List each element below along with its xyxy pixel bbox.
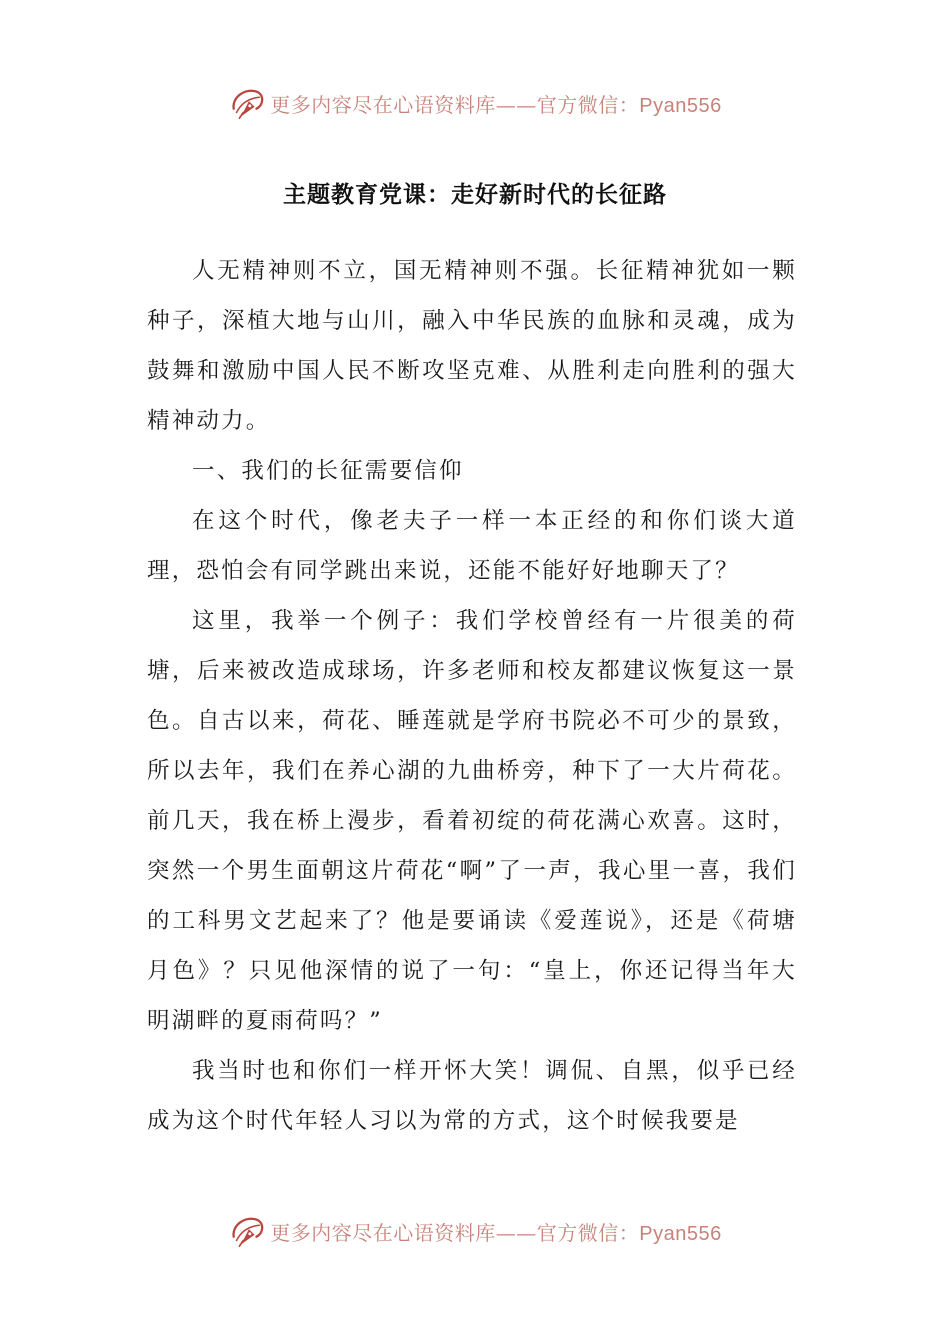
header-banner-text: 更多内容尽在心语资料库——官方微信：Pyan556	[270, 92, 722, 117]
document-body	[147, 246, 797, 1146]
footer-wechat-id: Pyan556	[639, 1222, 722, 1245]
header-banner	[0, 80, 950, 126]
paragraph-laughter: 我当时也和你们一样开怀大笑！调侃、自黑，似乎已经成为这个时代年轻人习以为常的方式，这个时候我要是	[147, 1058, 797, 1134]
footer-banner	[0, 1208, 950, 1254]
paragraph-era: 在这个时代，像老夫子一样一本正经的和你们谈大道理，恐怕会有同学跳出来说，还能不能好好地聊天了？	[147, 508, 797, 584]
paragraph-intro: 人无精神则不立，国无精神则不强。长征精神犹如一颗种子，深植大地与山川，融入中华民族的血脉和灵魂，成为鼓舞和激励中国人民不断攻坚克难、从胜利走向胜利的强大精神动力。	[147, 258, 797, 434]
pen-logo-icon	[228, 1212, 266, 1250]
paragraph-lotus-story: 这里，我举一个例子：我们学校曾经有一片很美的荷塘，后来被改造成球场，许多老师和校友都建议恢复这一景色。自古以来，荷花、睡莲就是学府书院必不可少的景致，所以去年，我们在养心湖的九曲桥旁，种下了一大片荷花。前几天，我在桥上漫步，看着初绽的荷花满心欢喜。这时，突然一个男生面朝这片荷花“啊”了一声，我心里一喜，我们的工科男文艺起来了？他是要诵读《爱莲说》，还是《荷塘月色》？只见他深情的说了一句：“皇上，你还记得当年大明湖畔的夏雨荷吗？”	[147, 608, 797, 1034]
pen-logo-icon	[228, 84, 266, 122]
footer-banner-text: 更多内容尽在心语资料库——官方微信：Pyan556	[270, 1220, 722, 1245]
document-title: 主题教育党课：走好新时代的长征路	[283, 182, 667, 208]
header-wechat-id: Pyan556	[639, 94, 722, 117]
section-heading-1: 一、我们的长征需要信仰	[192, 458, 464, 484]
